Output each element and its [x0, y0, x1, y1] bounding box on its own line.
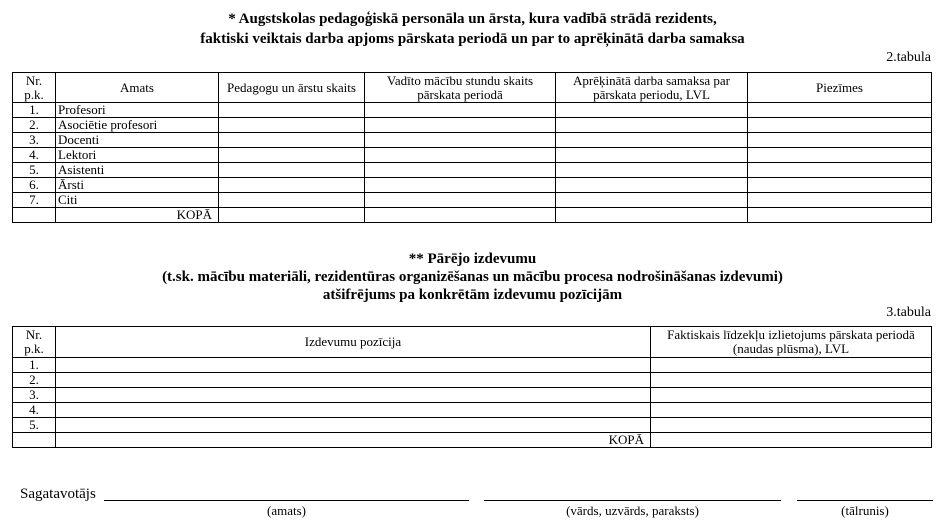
table2-cell-empty [219, 163, 365, 178]
table2-header-piezimes: Piezīmes [748, 73, 932, 103]
table2-cell-empty [219, 208, 365, 223]
table2 [12, 72, 932, 223]
table2-cell-empty [748, 133, 932, 148]
signature-label: Sagatavotājs [20, 486, 96, 502]
table3-cell-nr: 3. [13, 388, 56, 403]
table3-cell-empty [56, 418, 651, 433]
signature-caption-name: (vārds, uzvārds, paraksts) [566, 503, 699, 518]
table3-cell-nr: 5. [13, 418, 56, 433]
table2-cell-empty [556, 178, 748, 193]
table2-row [13, 118, 932, 133]
table2-cell-empty [748, 178, 932, 193]
table2-header-skaits: Pedagogu un ārstu skaits [219, 73, 365, 103]
table3-cell-empty [651, 388, 932, 403]
table3-header-pozicija: Izdevumu pozīcija [56, 327, 651, 358]
table2-cell-empty [556, 103, 748, 118]
table2-cell-empty [219, 178, 365, 193]
table3-cell-nr: 1. [13, 358, 56, 373]
table2-row [13, 178, 932, 193]
table2-cell-amats: Profesori [56, 103, 219, 118]
table3-label: 3.tabula [886, 305, 931, 320]
table2-cell-empty [365, 193, 556, 208]
table3-cell-empty [56, 403, 651, 418]
table2-cell-nr: 1. [13, 103, 56, 118]
table3-cell-empty [56, 373, 651, 388]
table2-cell-amats: Citi [56, 193, 219, 208]
table2-row [13, 133, 932, 148]
table2-cell-empty [748, 208, 932, 223]
table2-cell-empty [365, 148, 556, 163]
table3-row [13, 403, 932, 418]
signature-line-name [484, 500, 781, 501]
table3 [12, 326, 932, 448]
table2-cell-empty [556, 208, 748, 223]
table3-title-line2: (t.sk. mācību materiāli, rezidentūras organizēšanas un mācību procesa nodrošināšanas izdevumi) [162, 269, 783, 285]
table2-row [13, 103, 932, 118]
table2-total-label: KOPĀ [56, 208, 219, 223]
table2-header-amats: Amats [56, 73, 219, 103]
table2-header-samaksa: Aprēķinātā darba samaksa par pārskata periodu, LVL [556, 73, 748, 103]
table2-label: 2.tabula [886, 50, 931, 65]
table3-cell-empty [651, 433, 932, 448]
table3-cell-empty [56, 358, 651, 373]
table3-cell-empty [651, 403, 932, 418]
table2-cell-empty [556, 148, 748, 163]
table2-cell-amats: Asociētie profesori [56, 118, 219, 133]
signature-line-phone [797, 500, 933, 501]
table2-cell-empty [748, 103, 932, 118]
table3-cell-empty [651, 373, 932, 388]
table2-cell-empty [556, 133, 748, 148]
table2-title-line2: faktiski veiktais darba apjoms pārskata periodā un par to aprēķinātā darba samaksa [200, 31, 745, 47]
table2-cell-empty [365, 118, 556, 133]
table3-cell-empty [56, 388, 651, 403]
table2-cell-nr: 2. [13, 118, 56, 133]
table2-cell-empty [556, 163, 748, 178]
table2-cell-empty [365, 208, 556, 223]
table2-cell-nr: 5. [13, 163, 56, 178]
table3-row [13, 373, 932, 388]
table3-title-line3: atšifrējums pa konkrētām izdevumu pozīcijām [322, 287, 623, 303]
table2-header-nr: Nr. p.k. [13, 73, 56, 103]
table2-cell-empty [365, 178, 556, 193]
table2-cell-nr: 6. [13, 178, 56, 193]
table3-header-nr: Nr. p.k. [13, 327, 56, 358]
table3-row [13, 388, 932, 403]
table3-total-row [13, 433, 932, 448]
table2-cell-empty [219, 133, 365, 148]
table3-title-line1: ** Pārējo izdevumu [408, 251, 537, 267]
signature-caption-position: (amats) [267, 503, 306, 518]
table2-total-row [13, 208, 932, 223]
table3-row [13, 418, 932, 433]
table2-cell-empty [219, 193, 365, 208]
table2-cell-amats: Docenti [56, 133, 219, 148]
table2-cell-empty [556, 193, 748, 208]
table2-cell-empty [13, 208, 56, 223]
table2-cell-amats: Lektori [56, 148, 219, 163]
table2-cell-nr: 3. [13, 133, 56, 148]
table2-cell-empty [748, 148, 932, 163]
table2-cell-empty [219, 118, 365, 133]
table2-cell-empty [219, 148, 365, 163]
table2-cell-empty [365, 103, 556, 118]
table2-cell-empty [556, 118, 748, 133]
table2-cell-nr: 7. [13, 193, 56, 208]
table3-total-label: KOPĀ [56, 433, 651, 448]
table2-row [13, 193, 932, 208]
table2-row [13, 163, 932, 178]
table2-cell-empty [748, 163, 932, 178]
table3-cell-empty [651, 358, 932, 373]
table2-cell-empty [365, 133, 556, 148]
table2-cell-empty [219, 103, 365, 118]
table2-cell-empty [748, 118, 932, 133]
table3-header-izlietojums: Faktiskais līdzekļu izlietojums pārskata periodā (naudas plūsma), LVL [651, 327, 932, 358]
table2-title-line1: * Augstskolas pedagoģiskā personāla un ārsta, kura vadībā strādā rezidents, [228, 11, 717, 27]
signature-line-position [104, 500, 469, 501]
table3-cell-nr: 4. [13, 403, 56, 418]
table2-cell-empty [748, 193, 932, 208]
table2-header-stundas: Vadīto mācību stundu skaits pārskata periodā [365, 73, 556, 103]
table3-cell-nr: 2. [13, 373, 56, 388]
table2-cell-amats: Asistenti [56, 163, 219, 178]
table2-cell-empty [365, 163, 556, 178]
table2-cell-nr: 4. [13, 148, 56, 163]
table3-cell-empty [651, 418, 932, 433]
table2-cell-amats: Ārsti [56, 178, 219, 193]
signature-caption-phone: (tālrunis) [841, 503, 889, 518]
table3-cell-empty [13, 433, 56, 448]
table2-row [13, 148, 932, 163]
table3-row [13, 358, 932, 373]
